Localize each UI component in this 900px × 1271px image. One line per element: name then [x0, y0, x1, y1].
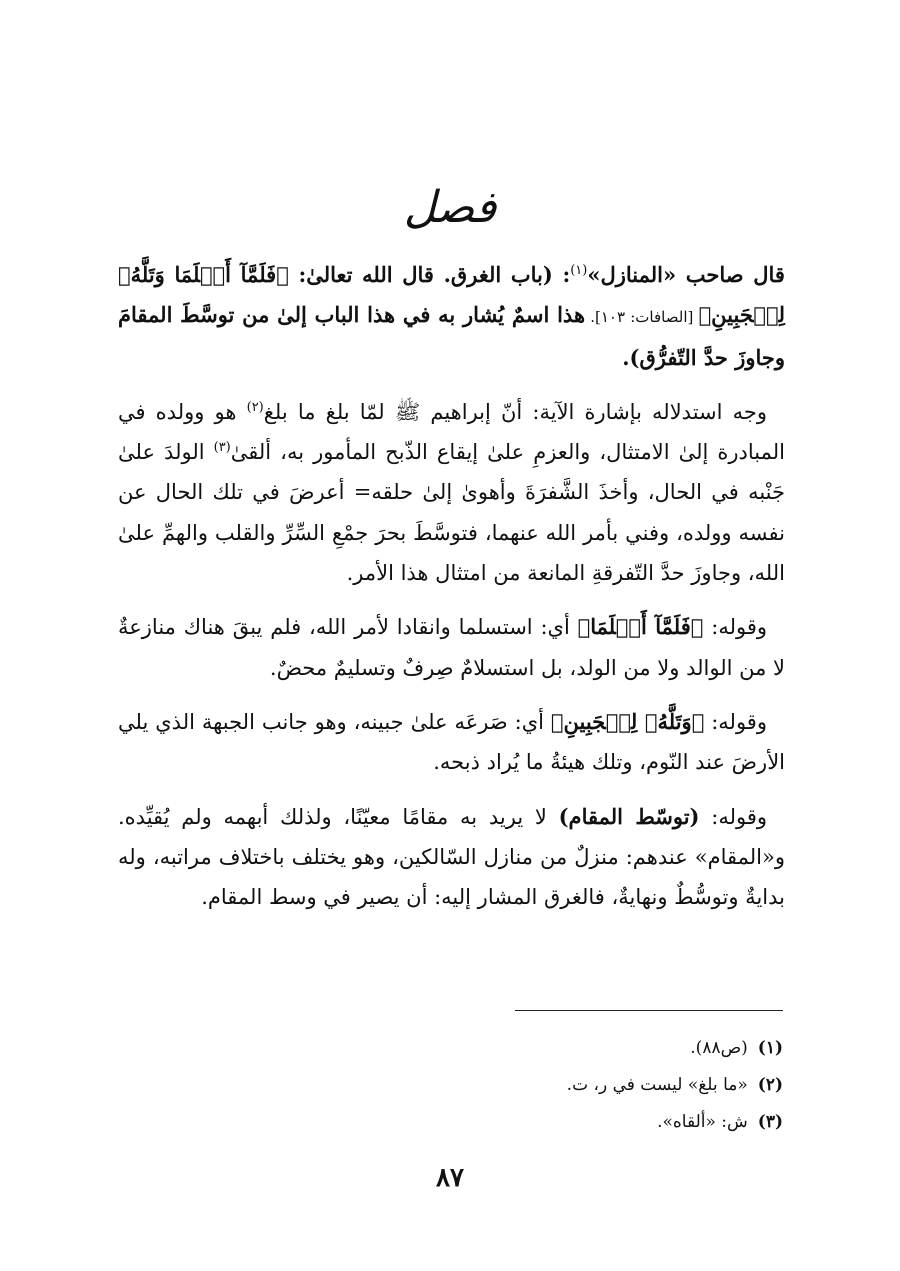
- p5-term: (توسّط المقام): [558, 803, 700, 829]
- paragraph-1: [118, 255, 785, 378]
- p1-title: : (باب الغرق. قال الله تعالىٰ:: [288, 262, 571, 287]
- section-heading: فصل: [403, 182, 497, 233]
- paragraph-2: [118, 392, 785, 593]
- footnote-2: [300, 1067, 783, 1104]
- footnote-divider: [515, 1010, 783, 1011]
- verse-reference: [الصافات: ١٠٣].: [585, 308, 699, 327]
- footnote-ref-3: (٣): [213, 440, 231, 456]
- p4-text-2: أي: صَرعَه علىٰ جبينه، وهو جانب الجبهة الذي يلي الأرضَ عند النّوم، وتلك هيئةُ ما يُراد ذبحه.: [118, 709, 785, 775]
- footnote-ref-2: (٢): [246, 399, 264, 415]
- footnote-text: ش: «ألقاه».: [657, 1112, 748, 1132]
- footnote-number: (١): [757, 1038, 783, 1058]
- footnote-text: «ما بلغ» ليست في ر، ت.: [566, 1075, 748, 1095]
- p3-verse: ﴿فَلَمَّآ أَسۡلَمَا﴾: [577, 614, 704, 640]
- footnote-number: (٢): [757, 1075, 783, 1095]
- footnotes: [300, 1030, 783, 1141]
- p5-text-1: وقوله:: [699, 804, 767, 829]
- paragraph-3: [118, 607, 785, 688]
- footnote-1: [300, 1030, 783, 1067]
- p2-text-3: الولدَ علىٰ جَنْبه في الحال، وأخذَ الشَّفرَةَ وأهوىٰ إلىٰ حلقه= أعرضَ في تلك الحال عن نفسه وولده، وفني بأمر الله عنهما، فتوسَّطَ بحرَ جمْعِ السِّرِّ والقلب والهمِّ علىٰ الله، وجاوزَ حدَّ التّفرقةِ المانعة من امتثال هذا الأمر.: [118, 440, 785, 586]
- paragraph-4: [118, 702, 785, 783]
- footnote-3: [300, 1104, 783, 1141]
- footnote-text: (ص٨٨).: [690, 1038, 748, 1058]
- footnote-ref-1: (١): [570, 263, 588, 278]
- p1-definition: هذا اسمٌ يُشار به في هذا الباب إلىٰ من توسَّطَ المقامَ وجاوزَ حدَّ التّفرُّق).: [118, 302, 785, 370]
- footnote-number: (٣): [757, 1112, 783, 1132]
- p4-verse: ﴿وَتَلَّهُۥ لِلۡجَبِينِ﴾: [550, 708, 705, 734]
- p3-text-1: وقوله:: [703, 615, 768, 640]
- p2-text-1: وجه استدلاله بإشارة الآية: أنّ إبراهيم ﷺ لمّا بلغ ما بلغ: [263, 399, 767, 424]
- p4-text-1: وقوله:: [704, 709, 767, 734]
- body-text: [118, 255, 785, 931]
- p2-text-2: هو وولده في المبادرة إلىٰ الامتثال، والعزمِ علىٰ إيقاع الذّبح المأمور به، ألقىٰ: [118, 399, 785, 465]
- page-number: ٨٧: [436, 1163, 464, 1193]
- p5-text-2: لا يريد به مقامًا معيّنًا، ولذلك أبهمه ولم يُقيِّده. و«المقام» عندهم: منزلٌ من منازل السّالكين، وهو يختلف باختلاف مراتبه، وله بدايةٌ وتوسُّطٌ ونهايةٌ، فالغرق المشار إليه: أن يصير في وسط المقام.: [118, 804, 785, 910]
- p1-lead: قال صاحب «المنازل»: [587, 262, 785, 287]
- p3-text-2: أي: استسلما وانقادا لأمر الله، فلم يبقَ هناك منازعةٌ لا من الوالد ولا من الولد، بل استسلامٌ صِرفٌ وتسليمٌ محضٌ.: [118, 615, 785, 680]
- quran-verse: ﴿فَلَمَّآ أَسۡلَمَا وَتَلَّهُۥ لِلۡجَبِينِ﴾: [118, 262, 785, 328]
- paragraph-5: [118, 797, 785, 918]
